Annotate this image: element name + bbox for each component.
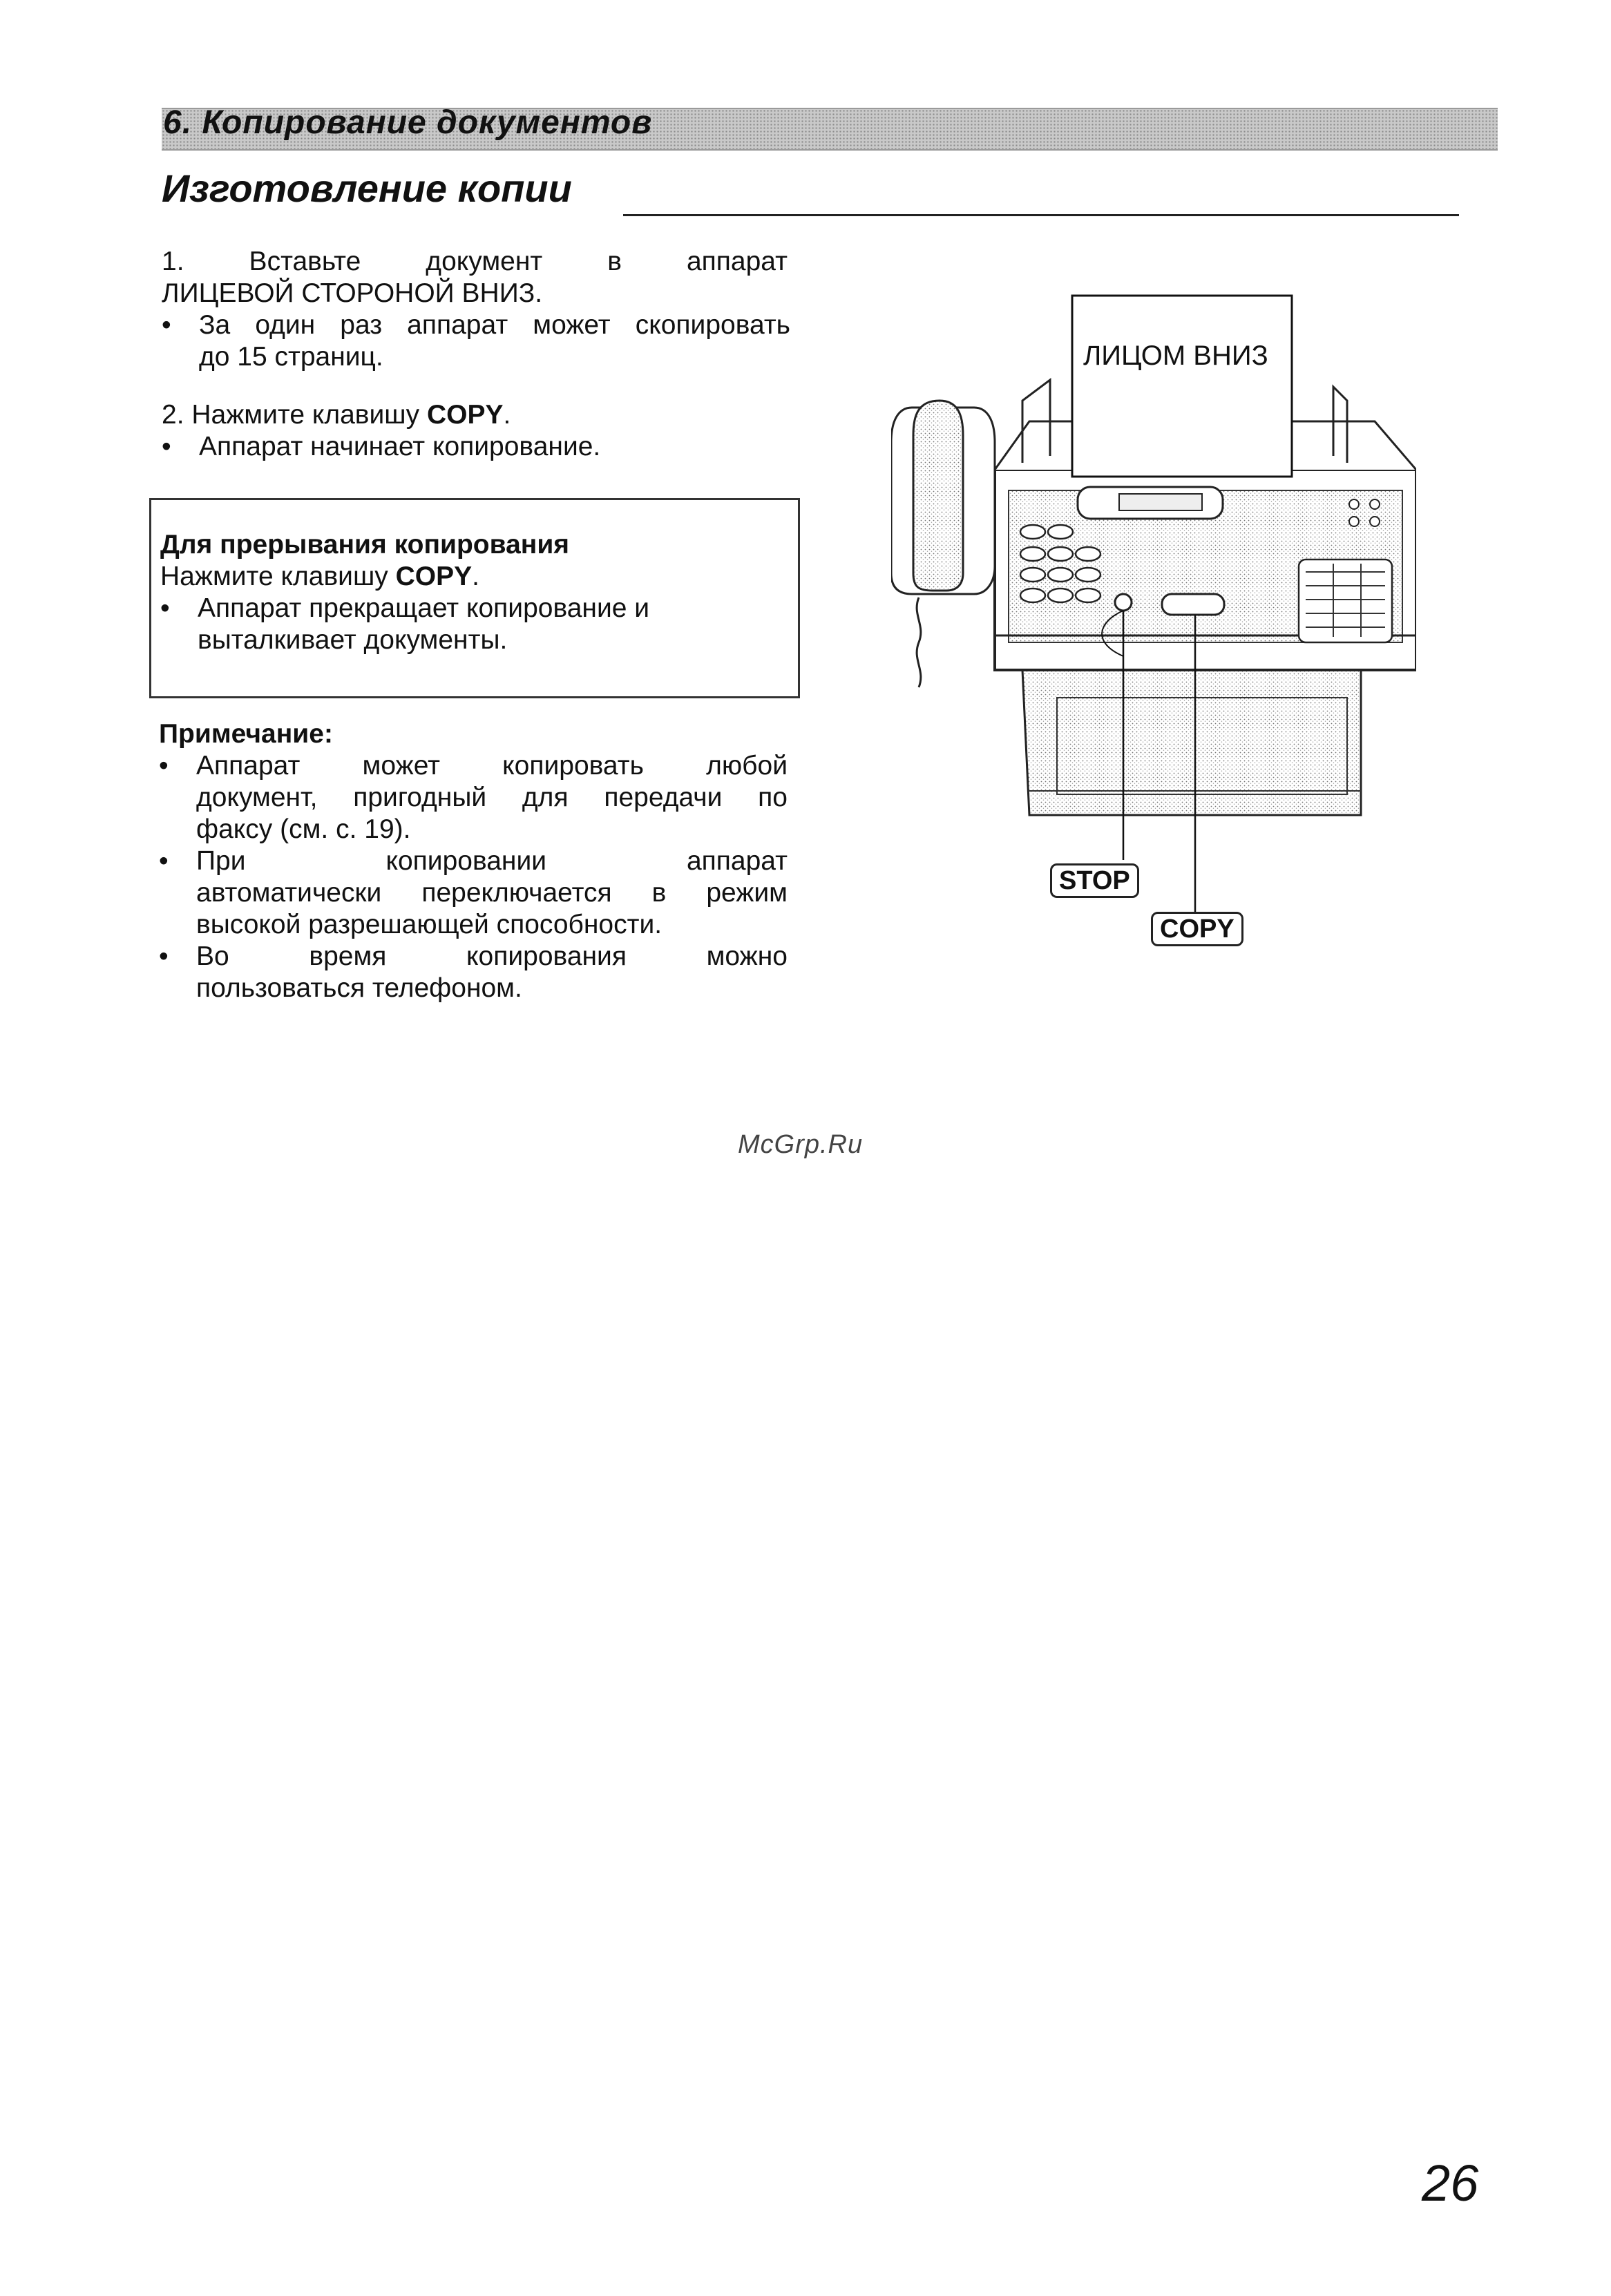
stop-key-label: STOP	[1050, 863, 1139, 898]
interrupt-box-line	[160, 561, 479, 593]
step1-line1: 1. Вставьте документ в аппарат	[162, 247, 788, 276]
heading-rule	[623, 214, 1459, 216]
interrupt-bullet-line2: выталкивает документы.	[198, 625, 508, 655]
step1-bullet	[162, 309, 790, 373]
note-b1-line3: факсу (см. с. 19).	[196, 814, 411, 844]
watermark: McGrp.Ru	[738, 1130, 864, 1159]
note-b2-line3: высокой разрешающей способности.	[196, 910, 662, 939]
step2-bullet	[162, 431, 790, 463]
step2-suffix: .	[503, 400, 511, 430]
bullet-marker: •	[160, 593, 170, 623]
paper-label: ЛИЦОМ ВНИЗ	[1083, 341, 1268, 371]
page-number: 26	[1422, 2154, 1479, 2212]
copy-key-label: COPY	[1151, 912, 1243, 946]
step1-bullet-line1: За один раз аппарат может скопировать	[199, 310, 790, 340]
step1-bullet-line2: до 15 страниц.	[199, 342, 383, 372]
note-b2-line1: При копировании аппарат	[196, 846, 788, 876]
handset	[891, 401, 995, 687]
step2-prefix: 2. Нажмите клавишу	[162, 400, 427, 430]
paper-tray	[1022, 670, 1361, 815]
interrupt-prefix: Нажмите клавишу	[160, 562, 396, 591]
note-b1-line2: документ, пригодный для передачи по	[196, 783, 788, 812]
bullet-marker: •	[159, 941, 169, 971]
interrupt-box-title: Для прерывания копирования	[160, 530, 570, 559]
step2-line	[162, 399, 511, 431]
interrupt-suffix: .	[472, 562, 479, 591]
note-bullet-3	[159, 941, 788, 1004]
interrupt-bullet	[160, 593, 768, 656]
note-bullet-2	[159, 845, 788, 941]
step1-line2: ЛИЦЕВОЙ СТОРОНОЙ ВНИЗ.	[162, 278, 543, 308]
note-b3-line2: пользоваться телефоном.	[196, 973, 522, 1003]
note-bullet-1	[159, 750, 788, 845]
bullet-marker: •	[159, 751, 169, 781]
note-title: Примечание:	[159, 719, 333, 749]
paper-sheet	[1072, 296, 1292, 477]
note-b3-line1: Во время копирования можно	[196, 941, 788, 971]
copy-key-text: COPY	[426, 400, 504, 430]
fax-machine-illustration	[891, 283, 1416, 981]
page-heading: Изготовление копии	[162, 166, 572, 210]
copy-button-shape	[1162, 594, 1224, 615]
bullet-marker: •	[159, 846, 169, 876]
bullet-marker: •	[162, 310, 171, 340]
note-b1-line1: Аппарат может копировать любой	[196, 751, 788, 781]
interrupt-copy-key: COPY	[395, 562, 473, 591]
note-b2-line2: автоматически переключается в режим	[196, 878, 788, 908]
stop-button-shape	[1115, 594, 1132, 611]
step2-bullet-text: Аппарат начинает копирование.	[199, 432, 601, 461]
bullet-marker: •	[162, 432, 171, 461]
section-title: 6. Копирование документов	[163, 104, 653, 141]
interrupt-bullet-line1: Аппарат прекращает копирование и	[198, 593, 650, 623]
